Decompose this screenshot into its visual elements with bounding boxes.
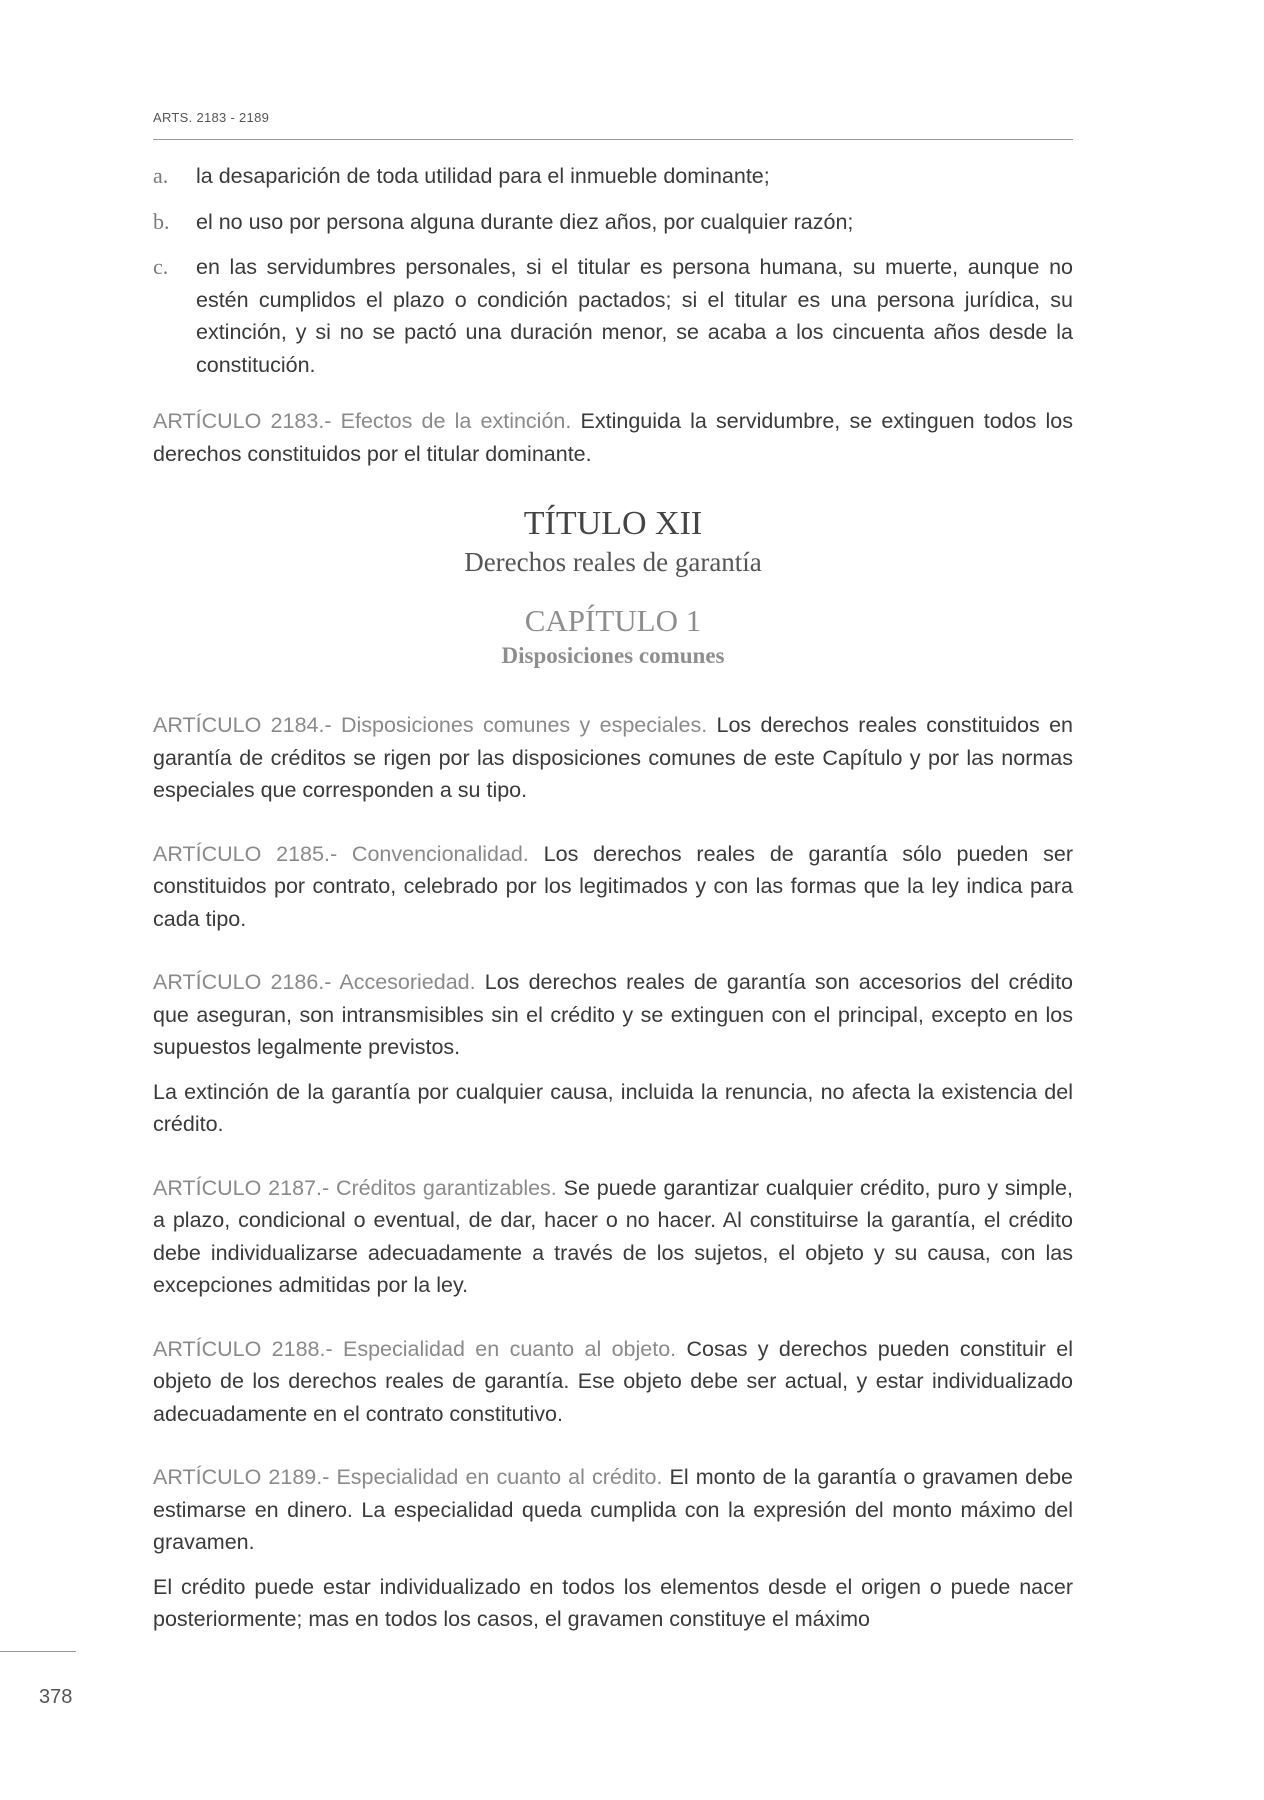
- article-2187: [153, 1172, 1073, 1302]
- page-number: 378: [39, 1686, 73, 1708]
- article-text: El monto de la garantía o gravamen debe estimarse en dinero. La especialidad queda cumplida con la expresión del monto máximo del gravamen.: [153, 1465, 1073, 1554]
- list-item: [153, 251, 1073, 381]
- article-2184: [153, 709, 1073, 807]
- page-body: [153, 160, 1073, 1667]
- footer-divider: [0, 1651, 76, 1652]
- article-label: ARTÍCULO 2184.- Disposiciones comunes y especiales.: [153, 713, 708, 737]
- article-2183: [153, 405, 1073, 470]
- title-block: [153, 504, 1073, 672]
- titulo-heading: TÍTULO XII: [523, 505, 703, 542]
- capitulo-subheading: Disposiciones comunes: [501, 643, 725, 668]
- titulo-subheading: Derechos reales de garantía: [464, 547, 762, 577]
- list-marker: b.: [153, 208, 170, 234]
- article-label: ARTÍCULO 2183.- Efectos de la extinción.: [153, 409, 572, 433]
- article-2186-paragraph-2: La extinción de la garantía por cualquier causa, incluida la renuncia, no afecta la existencia del crédito.: [153, 1079, 1073, 1136]
- list-item: [153, 160, 1073, 193]
- article-label: ARTÍCULO 2186.- Accesoriedad.: [153, 970, 476, 994]
- article-2188: [153, 1333, 1073, 1431]
- list-marker: a.: [153, 163, 169, 188]
- extinction-causes-list: [153, 160, 1073, 381]
- list-marker: c.: [153, 254, 169, 279]
- article-text: Cosas y derechos pueden constituir el objeto de los derechos reales de garantía. Ese objeto debe ser actual, y estar individualizado adecuadamente en el contrato constitutivo.: [153, 1336, 1073, 1426]
- article-label: ARTÍCULO 2189.- Especialidad en cuanto al crédito.: [153, 1465, 663, 1489]
- article-text: Los derechos reales de garantía sólo pueden ser constituidos por contrato, celebrado por los legitimados y con las formas que la ley indica para cada tipo.: [153, 841, 1073, 931]
- article-text: Se puede garantizar cualquier crédito, puro y simple, a plazo, condicional o eventual, de dar, hacer o no hacer. Al constituirse la garantía, el crédito debe individualizarse adecuadamente a través de los sujetos, el objeto y su causa, con las excepciones admitidas por la ley.: [153, 1175, 1073, 1297]
- article-label: ARTÍCULO 2188.- Especialidad en cuanto al objeto.: [153, 1336, 677, 1361]
- header-divider: [153, 139, 1073, 140]
- article-text: Los derechos reales de garantía son accesorios del crédito que aseguran, son intransmisibles sin el crédito y se extinguen con el principal, excepto en los supuestos legalmente previstos.: [153, 970, 1073, 1059]
- article-2189-paragraph-2: El crédito puede estar individualizado en todos los elementos desde el origen o puede nacer posteriormente; mas en todos los casos, el gravamen constituye el máximo: [153, 1574, 1073, 1631]
- article-text: Los derechos reales constituidos en garantía de créditos se rigen por las disposiciones comunes de este Capítulo y por las normas especiales que corresponden a su tipo.: [153, 713, 1073, 802]
- article-2186: [153, 966, 1073, 1064]
- list-item-text: la desaparición de toda utilidad para el inmueble dominante;: [196, 164, 770, 188]
- article-text: Extinguida la servidumbre, se extinguen todos los derechos constituidos por el titular dominante.: [153, 409, 1074, 466]
- article-label: ARTÍCULO 2185.- Convencionalidad.: [153, 841, 529, 866]
- list-item-text: en las servidumbres personales, si el titular es persona humana, su muerte, aunque no estén cumplidos el plazo o condición pactados; si el titular es una persona jurídica, su extinción, y si no se pactó una duración menor, se acaba a los cincuenta años desde la constitución.: [196, 255, 1073, 377]
- list-item-text: el no uso por persona alguna durante diez años, por cualquier razón;: [196, 209, 854, 234]
- article-2189: [153, 1461, 1073, 1559]
- capitulo-heading: CAPÍTULO 1: [524, 603, 702, 638]
- list-item: [153, 206, 1073, 239]
- running-header: ARTS. 2183 - 2189: [153, 110, 270, 125]
- article-label: ARTÍCULO 2187.- Créditos garantizables.: [153, 1175, 557, 1200]
- article-2185: [153, 838, 1073, 936]
